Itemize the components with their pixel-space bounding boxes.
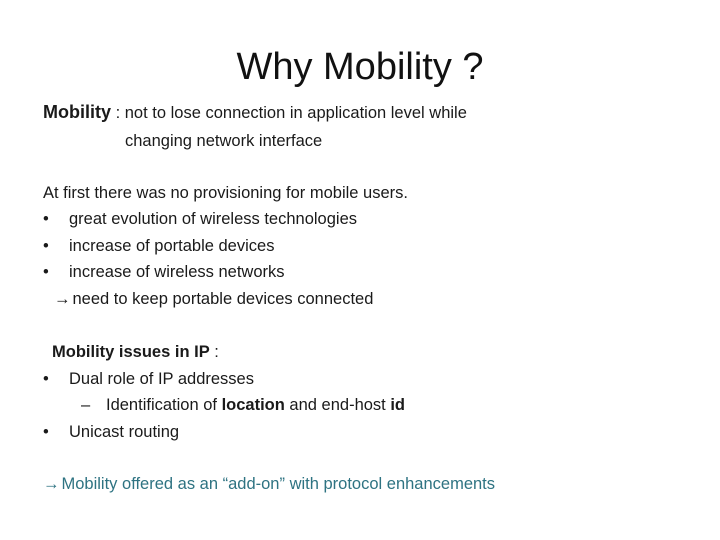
subitem-text-2: and end-host [284,396,391,414]
definition-text: : not to lose connection in application level while [111,104,467,122]
issue-subitem [81,394,405,416]
bullet-icon: • [43,210,49,228]
slide-title-text: Why Mobility ? [236,46,484,88]
right-arrow-icon: → [43,475,60,493]
bullet-text: increase of portable devices [69,237,275,255]
definition-line-1 [43,101,467,124]
bullet-item [43,208,357,230]
bullet-icon: • [43,237,49,255]
right-arrow-icon: → [54,290,71,308]
conclusion-line [54,288,373,310]
bullet-item [43,235,274,257]
final-note-text: Mobility offered as an “add-on” with protocol enhancements [61,475,496,493]
slide-title [0,42,720,92]
issues-heading-rest: : [209,343,219,361]
subitem-text-1: Identification of [106,396,222,414]
final-note [43,473,495,495]
bullet-item [43,261,285,283]
bullet-icon: • [43,263,49,281]
bullet-icon: • [43,370,49,388]
bullet-text: increase of wireless networks [69,263,285,281]
issue-text: Dual role of IP addresses [69,370,254,388]
subitem-bold-location: location [221,396,285,414]
intro-text: At first there was no provisioning for mobile users. [43,184,408,202]
bullet-icon: • [43,423,49,441]
issue-text: Unicast routing [69,423,180,441]
dash-icon: – [81,396,91,414]
issues-heading [52,341,219,363]
definition-term: Mobility [43,102,111,122]
definition-line-2: changing network interface [125,132,323,150]
subitem-bold-id: id [390,396,406,414]
conclusion-text: need to keep portable devices connected [72,290,374,308]
issues-heading-bold: Mobility issues in IP [52,343,210,361]
issue-item [43,421,179,443]
issue-item [43,368,254,390]
bullet-text: great evolution of wireless technologies [69,210,358,228]
